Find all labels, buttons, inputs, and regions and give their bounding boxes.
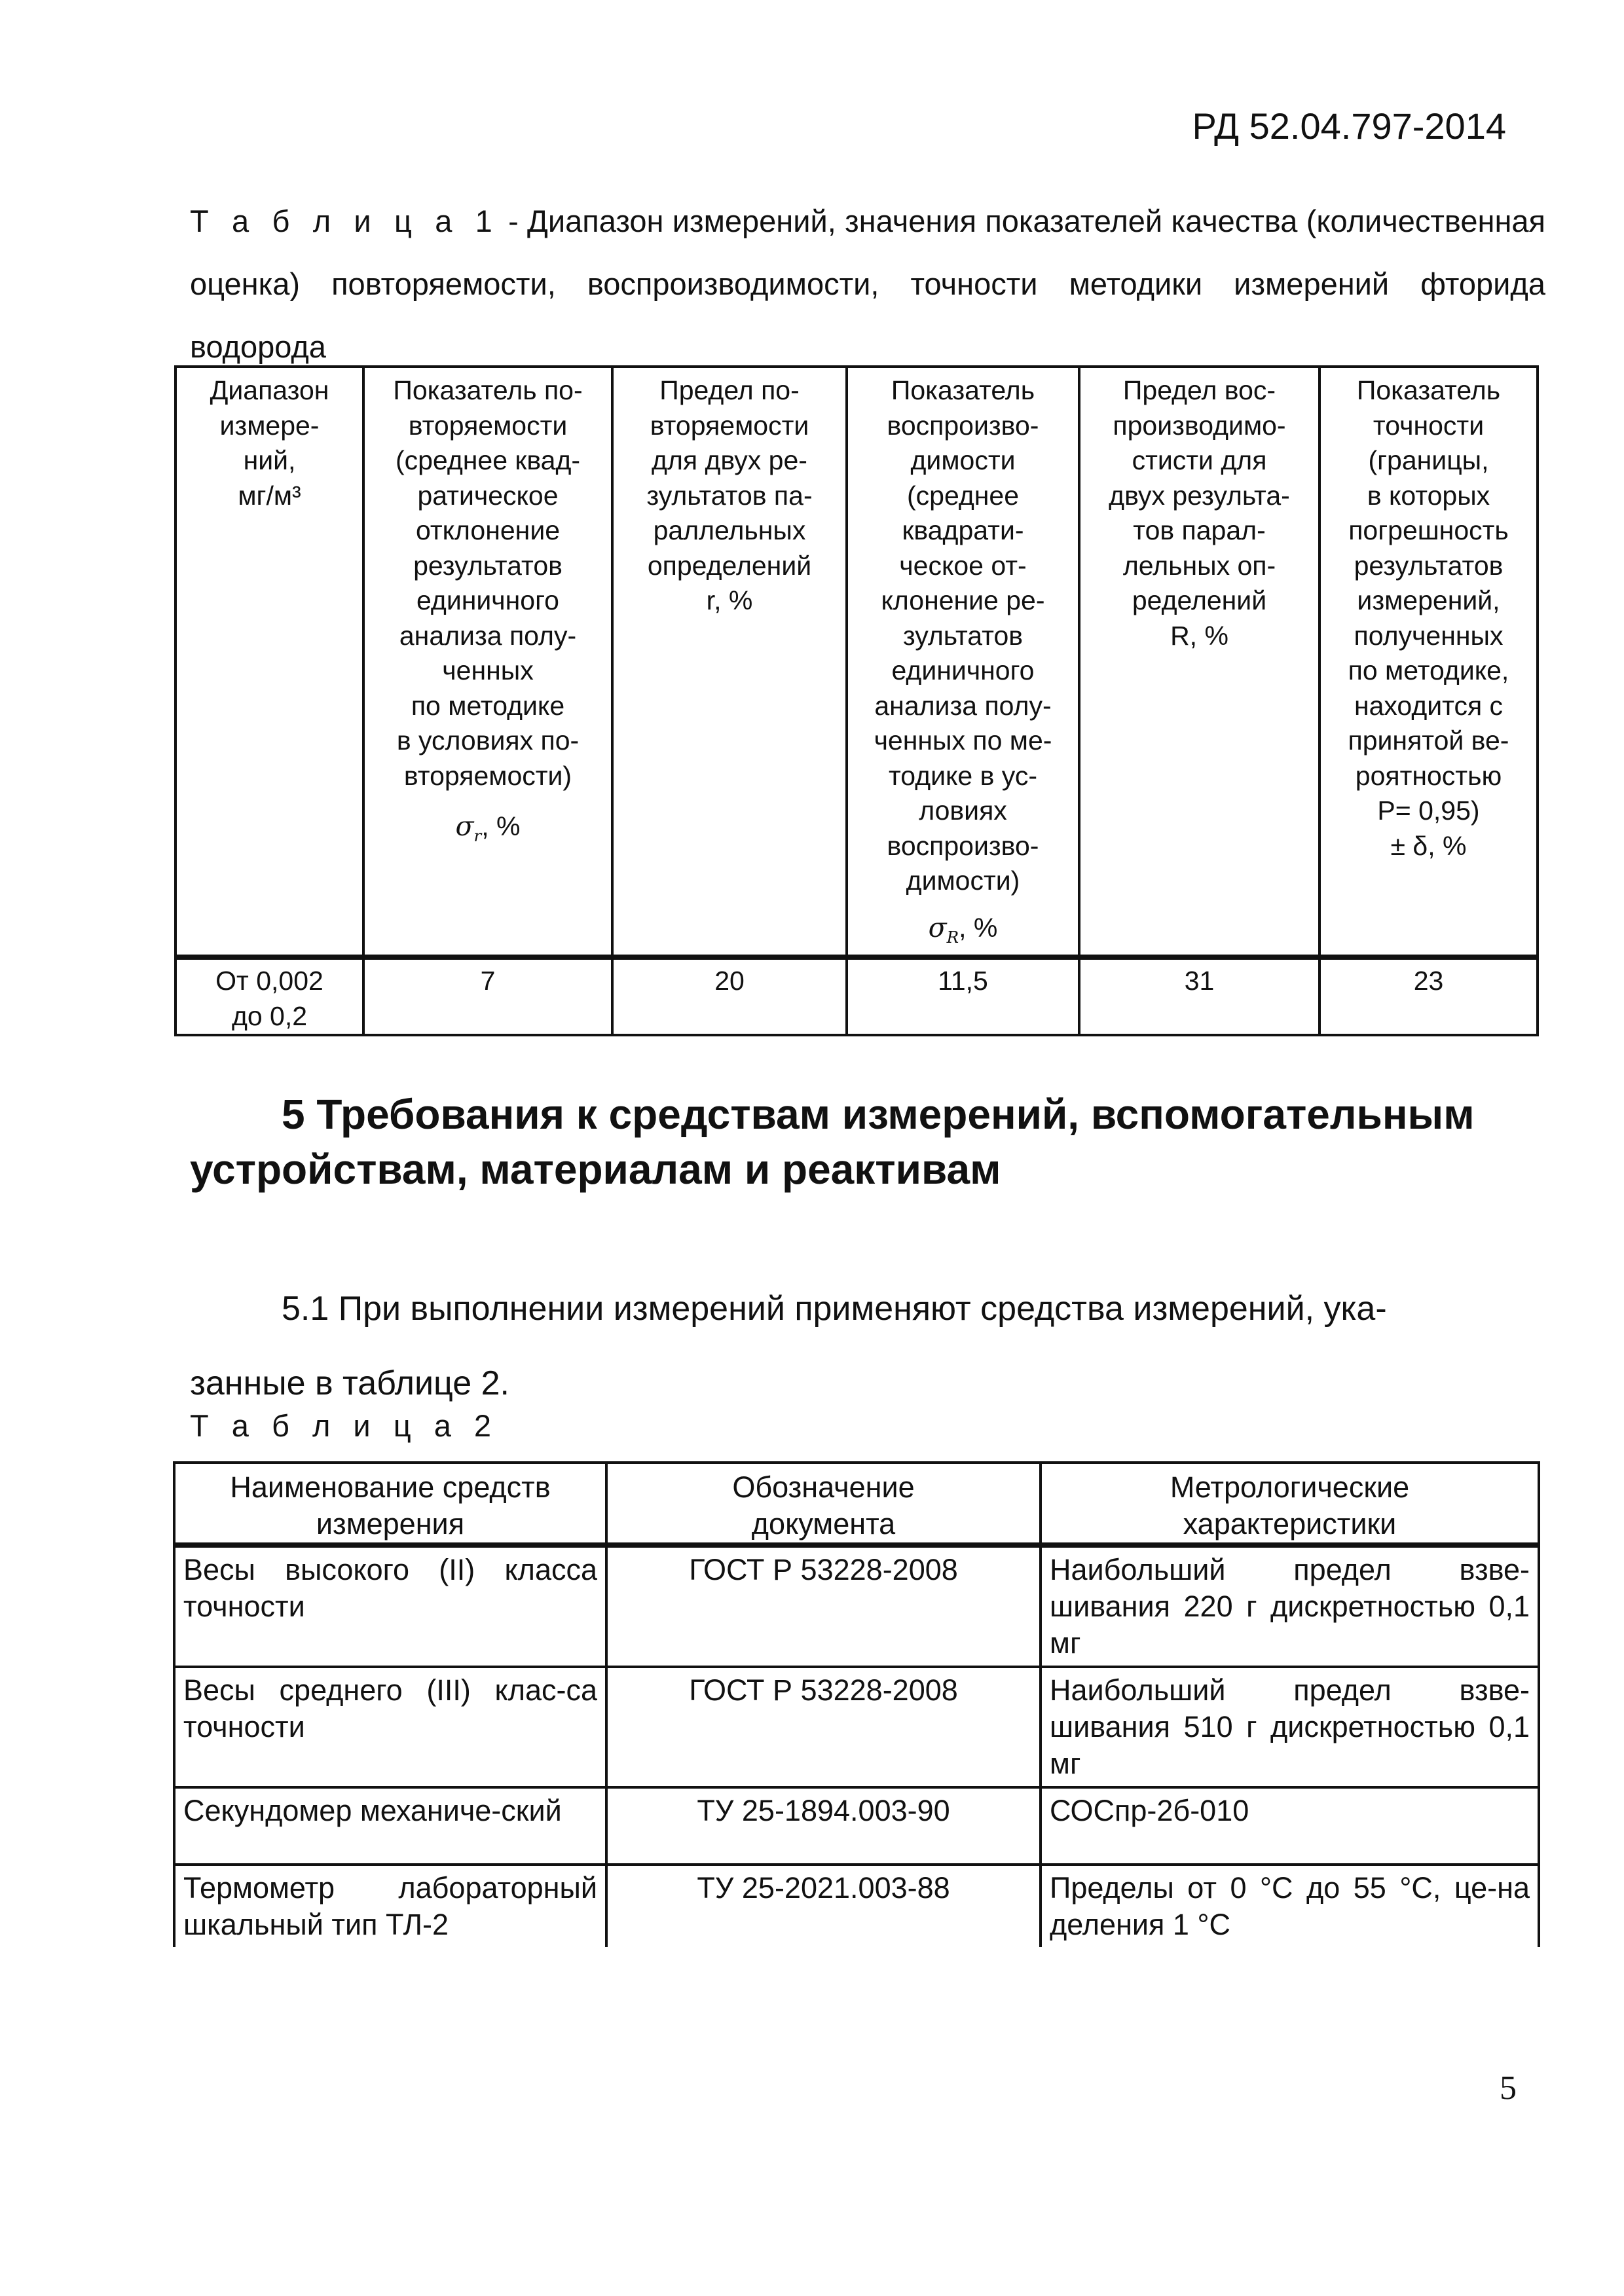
table2-header-name: Наименование средств измерения xyxy=(174,1463,606,1545)
table1-header-row xyxy=(175,367,1538,957)
table1-cell-reproducibility-limit: 31 xyxy=(1079,957,1320,1035)
table2-cell-document: ГОСТ Р 53228-2008 xyxy=(606,1667,1041,1787)
sigma-r-symbol: $\sigma_r$, % xyxy=(455,811,521,846)
table2-cell-document: ТУ 25-2021.003-88 xyxy=(606,1865,1041,1947)
table1-cell-accuracy-index: 23 xyxy=(1320,957,1538,1035)
table1-header-reproducibility-index: Показатель воспроизво- димости (среднее квадрати- ческое от- клонение ре- зультатов единичного анализа полу- ченных по ме- тодике в ус- ловиях воспроизво- димости) $\sigma_R$, % xyxy=(847,367,1079,957)
table1-cell-repeatability-limit: 20 xyxy=(612,957,847,1035)
table-row xyxy=(174,1667,1539,1787)
page-number: 5 xyxy=(1500,2069,1517,2107)
table2-cell-name: Весы высокого (II) класса точности xyxy=(174,1545,606,1667)
paragraph-5-1-line1: 5.1 При выполнении измерений применяют средства измерений, ука- xyxy=(282,1290,1387,1328)
table-row xyxy=(174,1865,1539,1947)
table2-header-row xyxy=(174,1463,1539,1545)
table1-header-repeatability-limit: Предел по- вторяемости для двух ре- зультатов па- раллельных определений r, % xyxy=(612,367,847,957)
table1-header-reproducibility-limit: Предел вос- производимо- стисти для двух результа- тов парал- лельных оп- ределений R, % xyxy=(1079,367,1320,957)
table2-cell-document: ГОСТ Р 53228-2008 xyxy=(606,1545,1041,1667)
sigma-R-symbol: $\sigma_R$, % xyxy=(928,911,998,947)
section-5-title-line1: 5 Требования к средствам измерений, вспомогательным xyxy=(282,1091,1475,1138)
table-row xyxy=(175,957,1538,1035)
table-row xyxy=(174,1787,1539,1865)
table1 xyxy=(174,365,1539,1036)
table1-caption xyxy=(190,190,1545,378)
table-row xyxy=(174,1545,1539,1667)
table1-caption-label: Т а б л и ц а 1 xyxy=(190,204,500,238)
table2-cell-metrology: СОСпр-2б-010 xyxy=(1041,1787,1539,1865)
table2-cell-name: Термометр лабораторный шкальный тип ТЛ-2 xyxy=(174,1865,606,1947)
table2-header-metrology: Метрологические характеристики xyxy=(1041,1463,1539,1545)
paragraph-5-1-line2: занные в таблице 2. xyxy=(190,1364,509,1402)
document-code: РД 52.04.797-2014 xyxy=(1192,105,1506,147)
section-5-title-line2: устройствам, материалам и реактивам xyxy=(190,1146,1001,1193)
table2-cell-metrology: Пределы от 0 °С до 55 °С, це-на деления 1 °С xyxy=(1041,1865,1539,1947)
table2-caption: Т а б л и ц а 2 xyxy=(190,1408,499,1443)
table1-header-accuracy-index: Показатель точности (границы, в которых погрешность результатов измерений, полученных по методике, находится с принятой ве- роятностью Р= 0,95) ± δ, % xyxy=(1320,367,1538,957)
table1-cell-reproducibility-index: 11,5 xyxy=(847,957,1079,1035)
table1-caption-text: - Диапазон измерений, значения показателей качества (количественная оценка) повторяемости, воспроизводимости, точности методики измерений фторида водорода xyxy=(190,204,1545,364)
section-5-heading xyxy=(190,1087,1545,1197)
table1-header-range: Диапазон измере- ний, мг/м³ xyxy=(175,367,363,957)
table2-cell-name: Весы среднего (III) клас-са точности xyxy=(174,1667,606,1787)
table1-cell-repeatability-index: 7 xyxy=(363,957,612,1035)
table2-cell-document: ТУ 25-1894.003-90 xyxy=(606,1787,1041,1865)
table2 xyxy=(173,1461,1540,1947)
table1-header-repeatability-index: Показатель по- вторяемости (среднее квад- ратическое отклонение результатов единичного анализа полу- ченных по методике в условиях по- вторяемости) $\sigma_r$, % xyxy=(363,367,612,957)
table2-cell-name: Секундомер механиче-ский xyxy=(174,1787,606,1865)
table1-cell-range: От 0,002 до 0,2 xyxy=(175,957,363,1035)
paragraph-5-1 xyxy=(190,1271,1545,1421)
table2-header-document: Обозначение документа xyxy=(606,1463,1041,1545)
table2-cell-metrology: Наибольший предел взве-шивания 510 г дискретностью 0,1 мг xyxy=(1041,1667,1539,1787)
table2-cell-metrology: Наибольший предел взве-шивания 220 г дискретностью 0,1 мг xyxy=(1041,1545,1539,1667)
